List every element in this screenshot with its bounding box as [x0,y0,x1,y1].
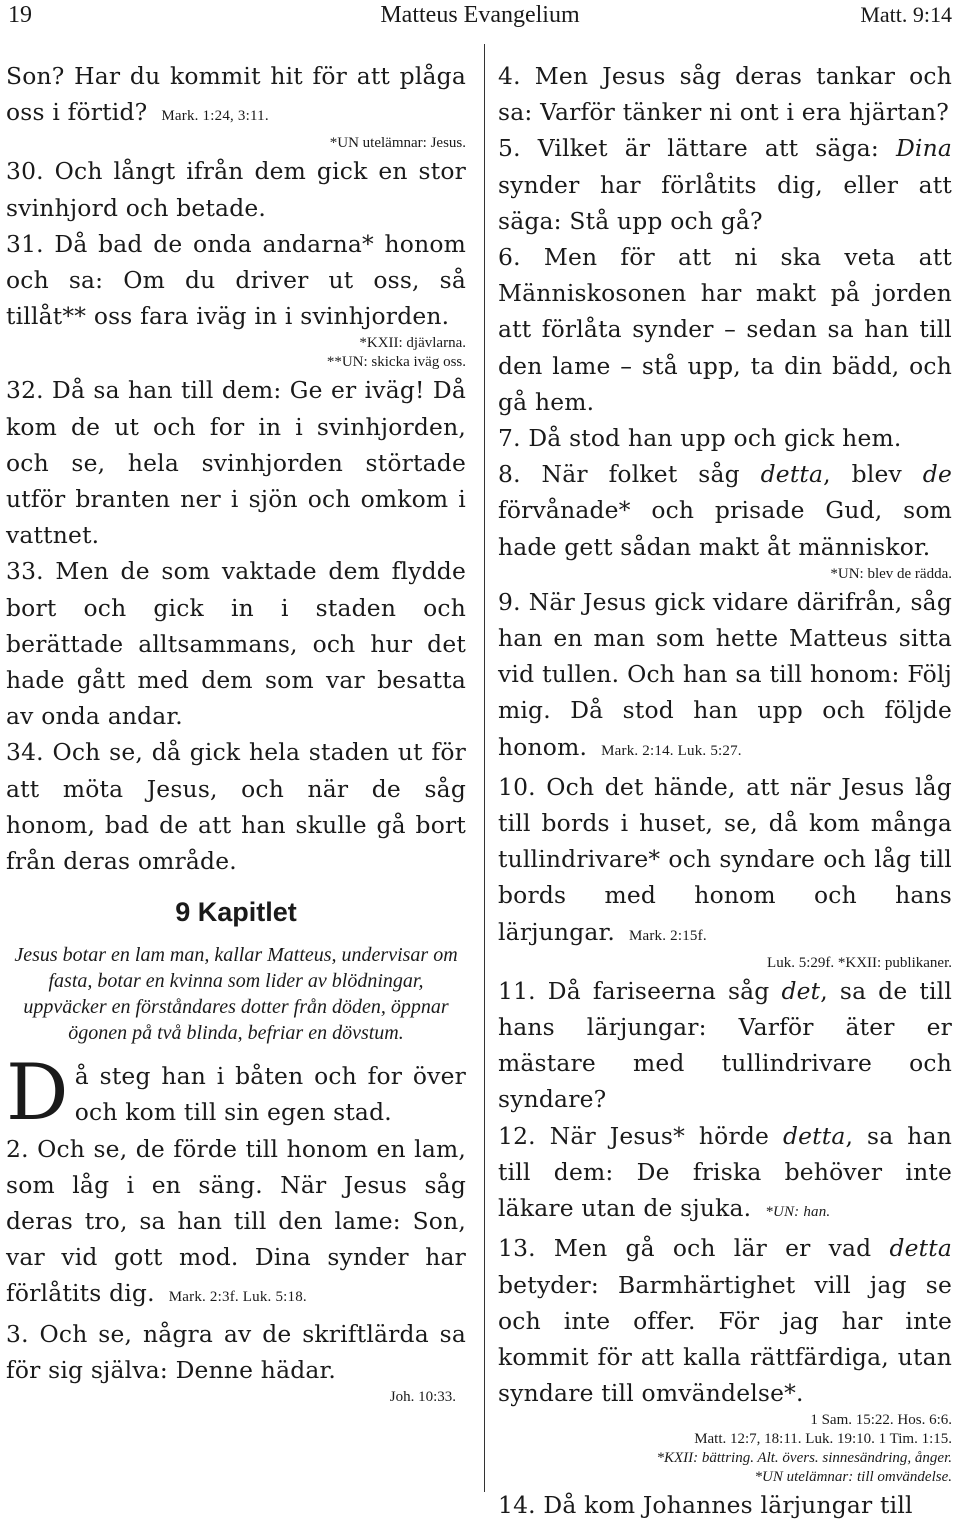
footnote: *UN utelämnar: till omvändelse. [754,1469,952,1486]
cross-reference: Mark. 2:15f. [628,927,707,944]
verse-3: 3. Och se, några av de skriftlärda sa för sig själva: Denne hädar. [6,1319,466,1384]
footnote: *UN: blev de rädda. [830,565,952,582]
column-divider [484,44,485,1492]
cross-reference: Matt. 12:7, 18:11. Luk. 19:10. 1 Tim. 1:15. [694,1431,952,1448]
verse-continuation: Son? Har du kommit hit för att plåga oss i förtid? Mark. 1:24, 3:11. [6,62,466,127]
chapter-title: 9 Kapitlet [175,897,297,928]
right-column [498,58,952,1524]
page-header [8,0,952,36]
verse-14: 14. Då kom Johannes lärjungar till [498,1491,913,1520]
drop-cap: D [6,1048,69,1139]
cross-reference: Joh. 10:33. [389,1389,456,1406]
left-column [6,58,466,1407]
verse-30: 30. Och långt ifrån dem gick en stor svinhjord och betade. [6,157,466,222]
verse-4: 4. Men Jesus såg deras tankar och sa: Varför tänker ni ont i era hjärtan? [498,62,952,127]
verse-1: Då steg han i båten och for över och kom till sin egen stad. [6,1048,466,1139]
page-number: 19 [8,2,32,28]
verse-7: 7. Då stod han upp och gick hem. [498,424,902,453]
verse-6: 6. Men för att ni ska veta att Människosonen har makt på jorden att förlåta synder – sedan sa han till den lame – stå upp, ta din bädd, och gå hem. [498,243,952,416]
book-title: Matteus Evangelium [380,2,580,28]
verse-31: 31. Då bad de onda andarna* honom och sa: Om du driver ut oss, så tillåt** oss fara iväg in i svinhjorden. [6,229,466,331]
verse-11: 11. Då fariseerna såg det, sa de till hans lärjungar: Varför äter er mästare med tullindrivare och syndare? [498,976,953,1114]
footnote: *UN: han. [765,1204,831,1221]
cross-reference: Mark. 1:24, 3:11. [161,108,269,125]
cross-reference: 1 Sam. 15:22. Hos. 6:6. [810,1412,952,1429]
verse-5: 5. Vilket är lättare att säga: Dina synder har förlåtits dig, eller att säga: Stå upp och gå? [498,134,952,235]
verse-13: 13. Men gå och lär er vad detta betyder: Barmhärtighet vill jag se och inte offer. För jag har inte kommit för att kalla rättfärdiga, utan syndare till omvändelse*. [498,1234,952,1408]
cross-reference: Mark. 2:14. Luk. 5:27. [601,742,742,759]
verse-34: 34. Och se, då gick hela staden ut för att möta Jesus, och när de såg honom, bad de att han skulle gå bort från deras område. [6,738,466,876]
footnote: *KXII: djävlarna. [359,335,466,352]
footnote: Luk. 5:29f. *KXII: publikaner. [767,954,952,971]
chapter-summary: Jesus botar en lam man, kallar Matteus, undervisar om fasta, botar en kvinna som lider av blödningar, uppväcker en förståndares dotter från döden, öppnar ögonen på två blinda, befriar en dövstum. [14,944,458,1045]
footnote: **UN: skicka iväg oss. [326,354,466,371]
cross-reference: Mark. 2:3f. Luk. 5:18. [168,1289,307,1306]
verse-32: 32. Då sa han till dem: Ge er iväg! Då kom de ut och for in i svinhjorden, och se, hela svinhjorden störtade utför branten ner i sjön och omkom i vattnet. [6,376,466,550]
footnote: *KXII: bättring. Alt. övers. sinnesändring, ånger. [656,1450,952,1467]
verse-2: 2. Och se, de förde till honom en lam, som låg i en säng. När Jesus såg deras tro, sa han till den lame: Son, var vid gott mod. Dina synder har förlåtits dig. Mark. 2:3f. Luk. 5:18. [6,1134,466,1308]
verse-9: 9. När Jesus gick vidare därifrån, såg han en man som hette Matteus sitta vid tullen. Och han sa till honom: Följ mig. Då stod han upp och följde honom. Mark. 2:14. Luk. 5:27. [498,587,952,761]
chapter-reference: Matt. 9:14 [860,2,952,27]
footnote: *UN utelämnar: Jesus. [329,135,466,152]
verse-33: 33. Men de som vaktade dem flydde bort och gick in i staden och berättade alltsammans, och hur det hade gått med dem som var besatta av onda andar. [6,557,466,731]
verse-8: 8. När folket såg detta, blev de förvånade* och prisade Gud, som hade gett sådan makt åt människor. [498,460,953,561]
verse-10: 10. Och det hände, att när Jesus låg till bords i huset, se, då kom många tullindrivare* och syndare och låg till bords med honom och hans lärjungar. Mark. 2:15f. [498,772,952,946]
verse-12: 12. När Jesus* hörde detta, sa han till dem: De friska behöver inte läkare utan de sjuka. *UN: han. [498,1121,952,1223]
